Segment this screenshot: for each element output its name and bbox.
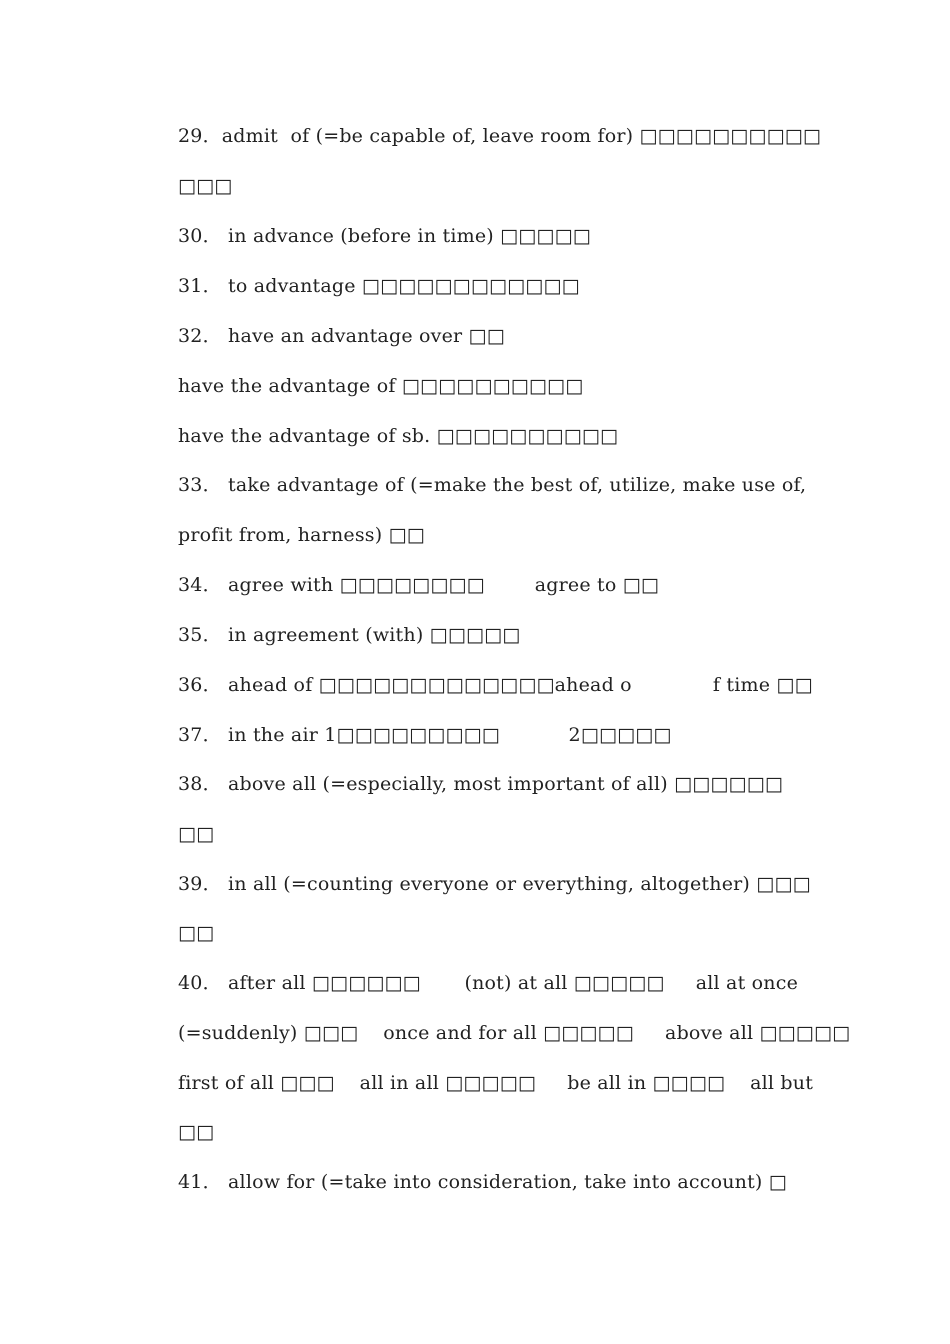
- entry-39: 39． in all (=counting everyone or everything, altogether) □□□: [178, 873, 811, 895]
- entry-40-line-2: (=suddenly) □□□ once and for all □□□□□ above all □□□□□: [178, 1022, 851, 1044]
- entry-38-continued: □□: [178, 823, 215, 845]
- entry-39-continued: □□: [178, 922, 215, 944]
- entry-29-continued: □□□: [178, 175, 233, 197]
- entry-40-line-3: first of all □□□ all in all □□□□□ be all in □□□□ all but: [178, 1072, 814, 1094]
- entry-32-sub-1: have the advantage of □□□□□□□□□□: [178, 375, 584, 397]
- entry-32-sub-2: have the advantage of sb. □□□□□□□□□□: [178, 425, 619, 447]
- entry-35: 35． in agreement (with) □□□□□: [178, 624, 521, 646]
- entry-40: 40． after all □□□□□□ (not) at all □□□□□ all at once: [178, 972, 799, 994]
- entry-33-continued: profit from, harness) □□: [178, 524, 425, 546]
- entry-38: 38． above all (=especially, most important of all) □□□□□□: [178, 773, 783, 795]
- entry-33: 33． take advantage of (=make the best of, utilize, make use of,: [178, 474, 807, 496]
- entry-29: 29．admit of (=be capable of, leave room for) □□□□□□□□□□: [178, 125, 822, 147]
- entry-31: 31． to advantage □□□□□□□□□□□□: [178, 275, 580, 297]
- entry-32: 32． have an advantage over □□: [178, 325, 505, 347]
- entry-40-line-4: □□: [178, 1121, 215, 1143]
- entry-34: 34． agree with □□□□□□□□ agree to □□: [178, 574, 660, 596]
- entry-37: 37． in the air 1□□□□□□□□□ 2□□□□□: [178, 724, 672, 746]
- entry-41: 41． allow for (=take into consideration, take into account) □: [178, 1171, 787, 1193]
- entry-30: 30． in advance (before in time) □□□□□: [178, 225, 591, 247]
- entry-36: 36． ahead of □□□□□□□□□□□□□ahead o f time □□: [178, 674, 813, 696]
